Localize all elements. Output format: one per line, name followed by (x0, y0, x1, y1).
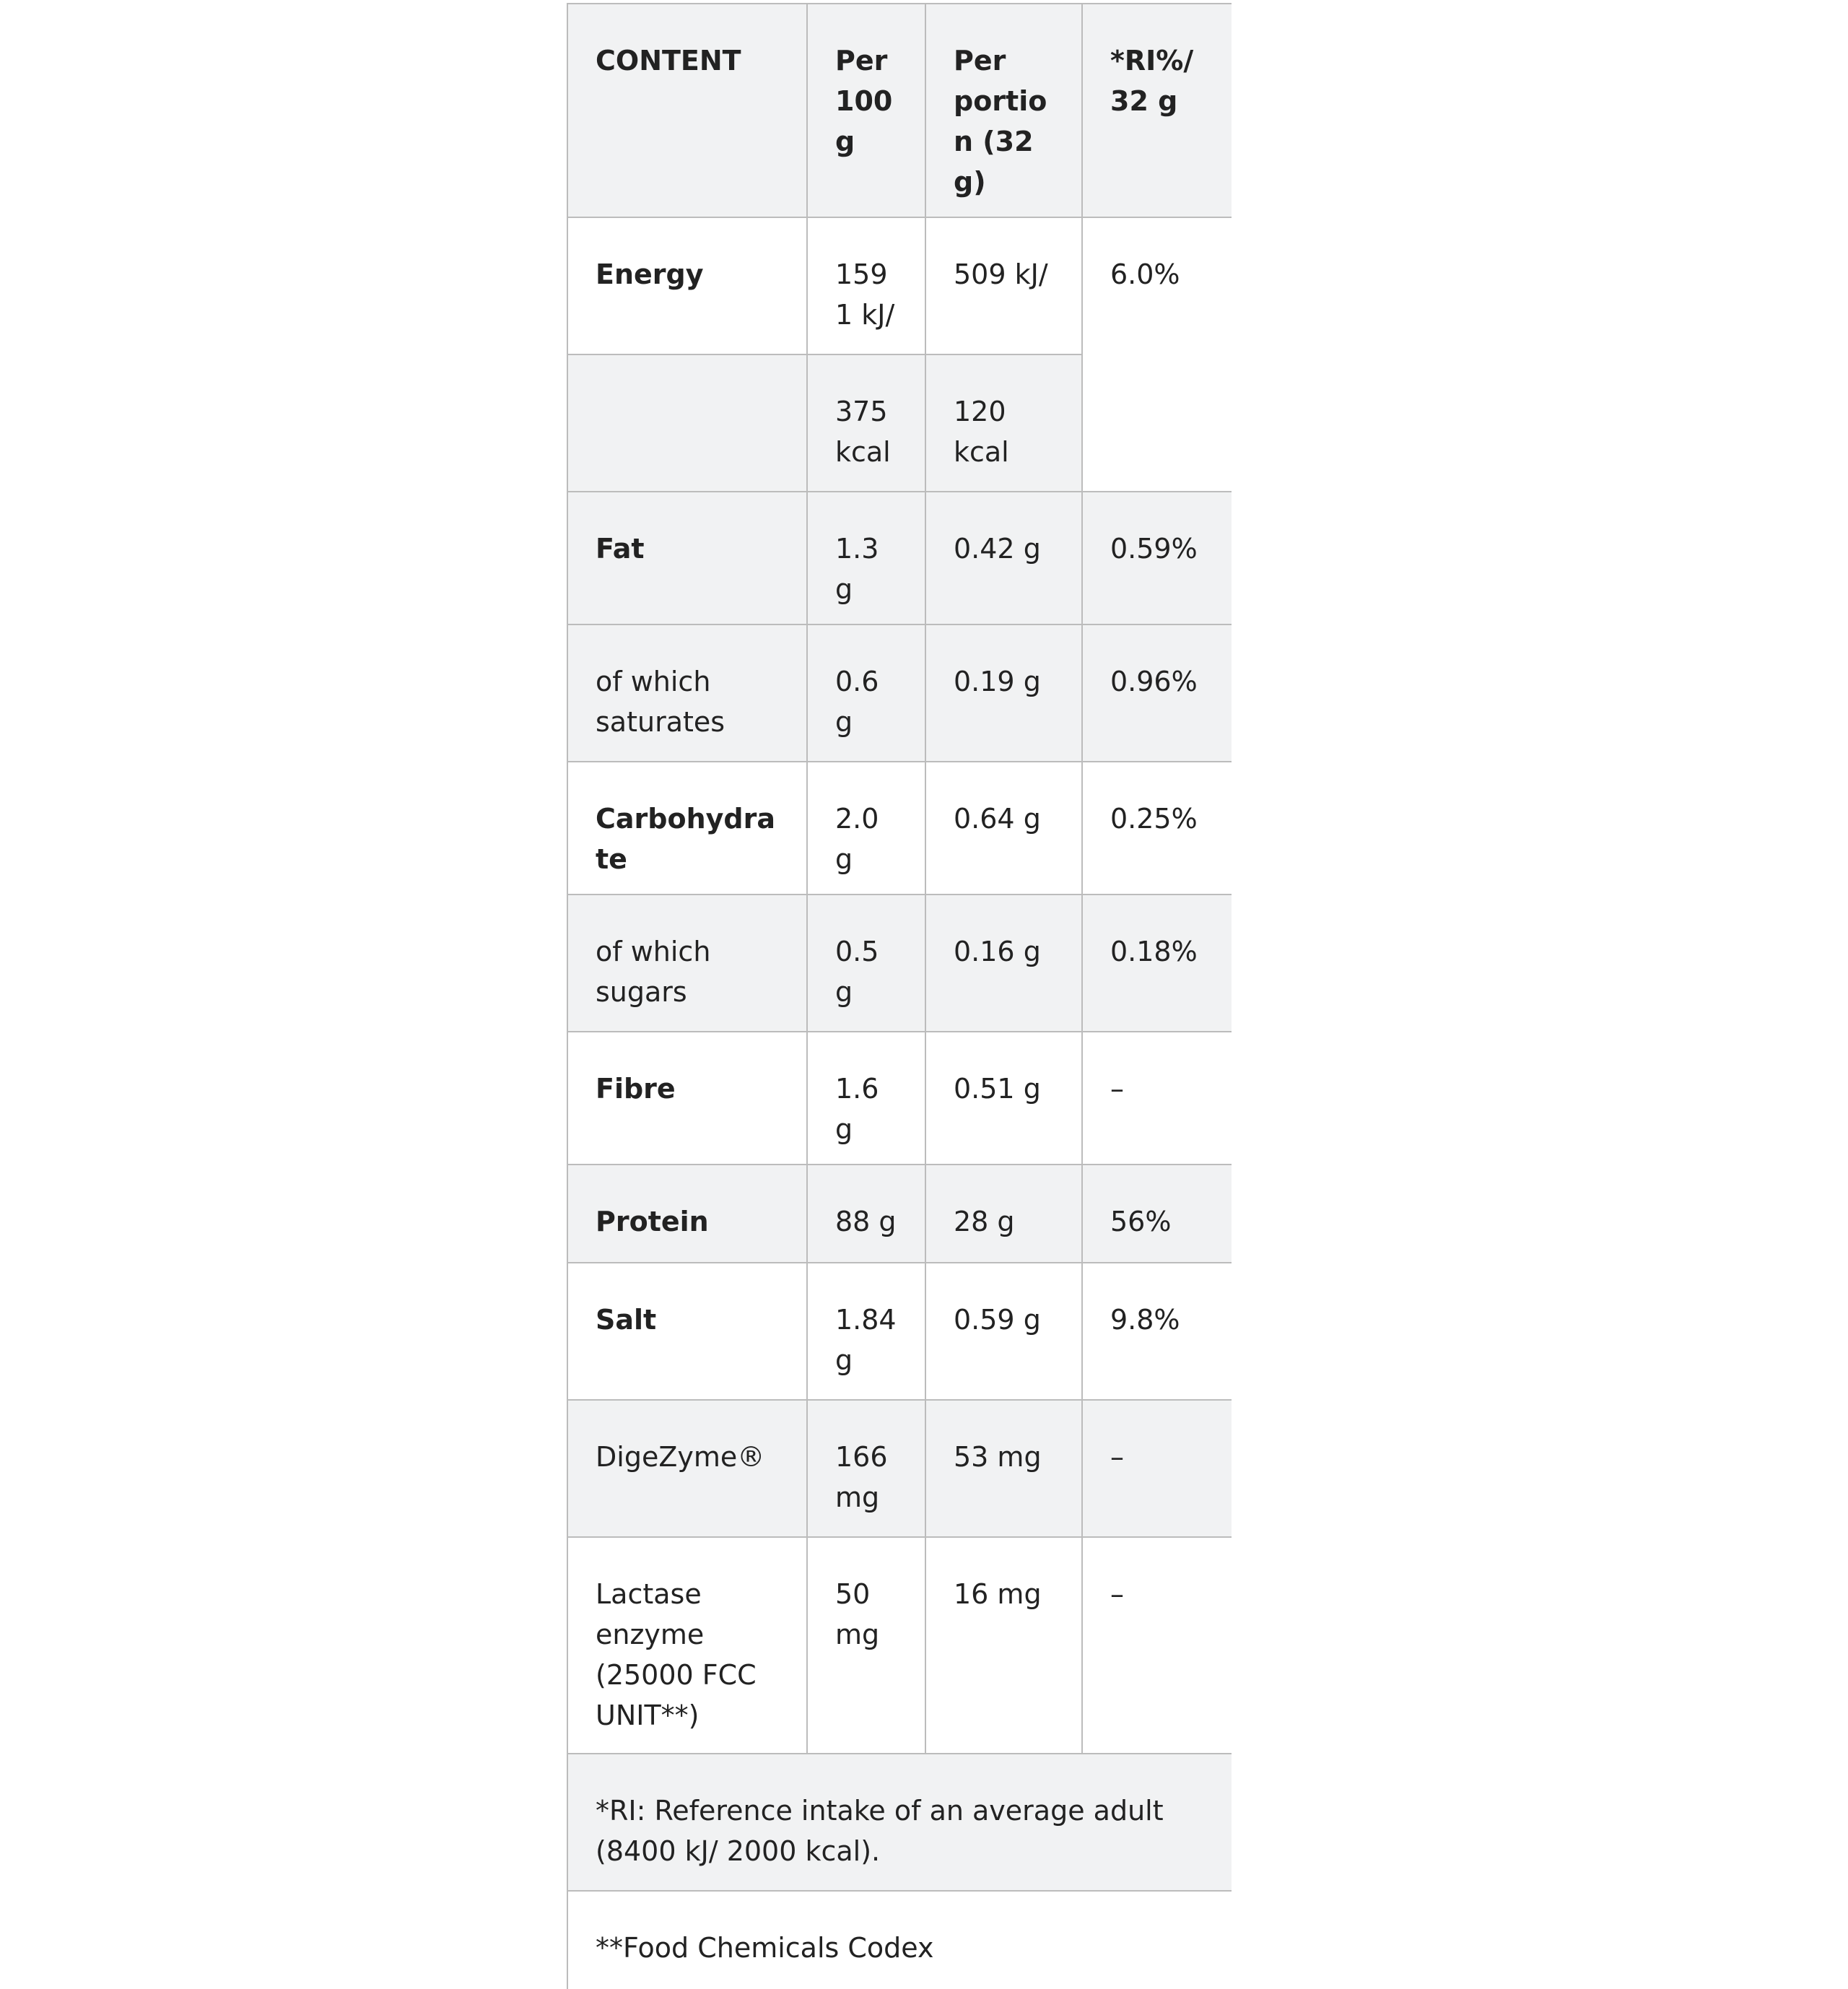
nutrient-name: Energy (567, 217, 807, 354)
value-per-100g: 1.84 g (807, 1263, 925, 1400)
value-per-100g: 1591 kJ/ (807, 217, 925, 354)
row-energy-kj (567, 217, 1232, 354)
value-ri: – (1082, 1032, 1232, 1165)
row-fibre (567, 1032, 1232, 1165)
footnote-row-ri (567, 1754, 1232, 1891)
header-per-portion: Per portion (32 g) (925, 4, 1082, 217)
row-fat (567, 492, 1232, 624)
value-ri: 0.96% (1082, 624, 1232, 762)
value-per-portion: 0.64 g (925, 762, 1082, 895)
value-per-portion: 0.42 g (925, 492, 1082, 624)
value-per-100g: 0.6 g (807, 624, 925, 762)
value-per-100g: 1.3 g (807, 492, 925, 624)
value-per-portion: 0.19 g (925, 624, 1082, 762)
nutrient-name: Fibre (567, 1032, 807, 1165)
row-salt (567, 1263, 1232, 1400)
value-per-100g: 375 kcal (807, 354, 925, 492)
value-ri: 56% (1082, 1165, 1232, 1263)
value-per-portion: 120 kcal (925, 354, 1082, 492)
row-lactase (567, 1537, 1232, 1754)
nutrient-name: Lactase enzyme (25000 FCC UNIT**) (567, 1537, 807, 1754)
nutrient-name (567, 354, 807, 492)
nutrient-name: of which sugars (567, 895, 807, 1032)
value-per-100g: 1.6 g (807, 1032, 925, 1165)
nutrient-name: DigeZyme® (567, 1400, 807, 1537)
row-carbohydrate (567, 762, 1232, 895)
value-per-portion: 509 kJ/ (925, 217, 1082, 354)
footnote-fcc: **Food Chemicals Codex (567, 1891, 1232, 1989)
value-ri: – (1082, 1537, 1232, 1754)
value-per-100g: 50 mg (807, 1537, 925, 1754)
value-per-100g: 166 mg (807, 1400, 925, 1537)
nutrient-name: Protein (567, 1165, 807, 1263)
value-ri: 0.18% (1082, 895, 1232, 1032)
value-ri: 6.0% (1082, 217, 1232, 492)
value-per-portion: 28 g (925, 1165, 1082, 1263)
value-per-portion: 0.51 g (925, 1032, 1082, 1165)
value-per-100g: 0.5 g (807, 895, 925, 1032)
nutrient-name: Salt (567, 1263, 807, 1400)
row-sugars (567, 895, 1232, 1032)
row-saturates (567, 624, 1232, 762)
nutrient-name: Fat (567, 492, 807, 624)
value-per-portion: 0.16 g (925, 895, 1082, 1032)
value-ri: 9.8% (1082, 1263, 1232, 1400)
value-per-portion: 53 mg (925, 1400, 1082, 1537)
value-per-portion: 0.59 g (925, 1263, 1082, 1400)
value-per-100g: 88 g (807, 1165, 925, 1263)
value-per-portion: 16 mg (925, 1537, 1082, 1754)
row-protein (567, 1165, 1232, 1263)
header-per-100g: Per 100 g (807, 4, 925, 217)
row-digezyme (567, 1400, 1232, 1537)
footnote-ri: *RI: Reference intake of an average adult (8400 kJ/ 2000 kcal). (567, 1754, 1232, 1891)
nutrition-table (567, 3, 1232, 1989)
footnote-row-fcc (567, 1891, 1232, 1989)
nutrient-name: of which saturates (567, 624, 807, 762)
header-ri: *RI%/32 g (1082, 4, 1232, 217)
nutrient-name: Carbohydrate (567, 762, 807, 895)
value-ri: 0.25% (1082, 762, 1232, 895)
value-per-100g: 2.0 g (807, 762, 925, 895)
header-row (567, 4, 1232, 217)
header-content: CONTENT (567, 4, 807, 217)
value-ri: – (1082, 1400, 1232, 1537)
value-ri: 0.59% (1082, 492, 1232, 624)
